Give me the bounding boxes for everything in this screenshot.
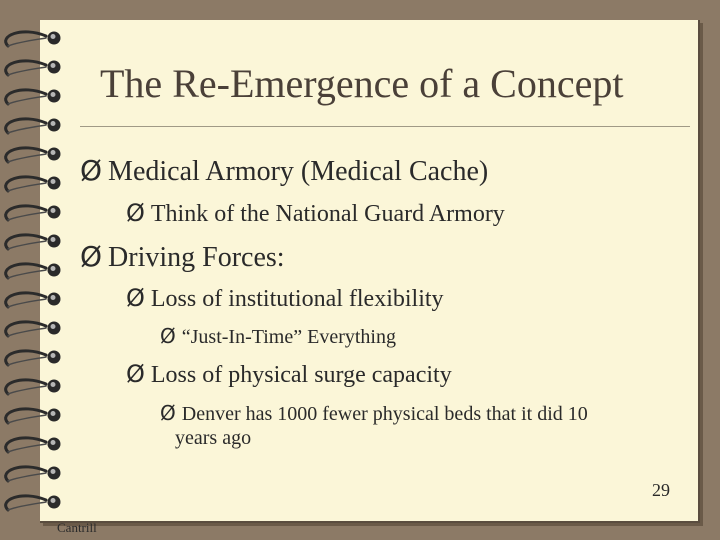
arrow-bullet-icon: Ø xyxy=(160,401,176,425)
title-divider xyxy=(80,126,690,127)
spiral-binding xyxy=(0,20,80,520)
bullet-text: Driving Forces: xyxy=(108,242,285,273)
footer-author: Cantrill xyxy=(57,520,97,535)
page-number: 29 xyxy=(652,480,670,500)
slide-title: The Re-Emergence of a Concept xyxy=(100,61,624,106)
bullet-text: Think of the National Guard Armory xyxy=(150,201,505,227)
bullet-text: “Just-In-Time” Everything xyxy=(181,326,396,348)
arrow-bullet-icon: Ø xyxy=(80,240,103,273)
bullet-national-guard xyxy=(126,199,505,228)
bullet-just-in-time xyxy=(160,324,396,349)
bullet-medical-armory xyxy=(80,154,488,188)
bullet-text: Loss of institutional flexibility xyxy=(150,286,444,312)
bullet-institutional-flexibility xyxy=(126,284,444,313)
arrow-bullet-icon: Ø xyxy=(126,284,145,312)
arrow-bullet-icon: Ø xyxy=(80,154,103,187)
bullet-text: Medical Armory (Medical Cache) xyxy=(108,156,489,187)
bullet-denver-beds xyxy=(160,401,588,426)
arrow-bullet-icon: Ø xyxy=(126,360,145,388)
bullet-surge-capacity xyxy=(126,360,452,389)
arrow-bullet-icon: Ø xyxy=(126,199,145,227)
bullet-continuation: years ago xyxy=(175,427,252,449)
bullet-driving-forces xyxy=(80,240,285,274)
bullet-text: Denver has 1000 fewer physical beds that it did 10 xyxy=(181,403,588,425)
arrow-bullet-icon: Ø xyxy=(160,324,176,348)
bullet-text: Loss of physical surge capacity xyxy=(150,362,452,388)
